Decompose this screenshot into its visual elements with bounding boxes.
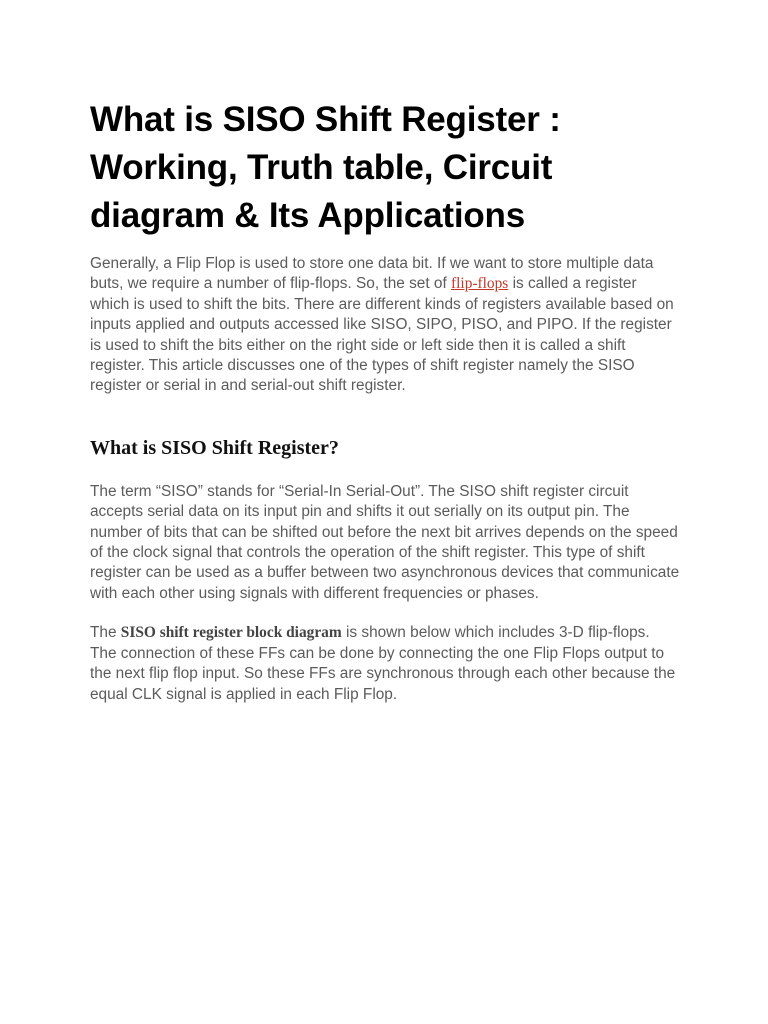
article: [90, 96, 680, 705]
block-diagram-paragraph: [90, 623, 680, 705]
intro-paragraph: [90, 254, 680, 397]
block-para-suffix: is shown below which includes 3-D flip-flops. The connection of these FFs can be done by connecting the one Flip Flops output to the next flip flop input. So these FFs are synchronous through each other because the equal CLK signal is applied in each Flip Flop.: [90, 624, 676, 703]
siso-definition-paragraph: The term “SISO” stands for “Serial-In Serial-Out”. The SISO shift register circuit accepts serial data on its input pin and shifts it out serially on its output pin. The number of bits that can be shifted out before the next bit arrives depends on the speed of the clock signal that controls the operation of the shift register. This type of shift register can be used as a buffer between two asynchronous devices that communicate with each other using signals with different frequencies or phases.: [90, 482, 680, 602]
block-diagram-term: SISO shift register block diagram: [120, 624, 342, 642]
section-heading: What is SISO Shift Register?: [90, 436, 339, 459]
intro-text-after-link: is called a register which is used to shift the bits. There are different kinds of registers available based on inputs applied and outputs accessed like SISO, SIPO, PISO, and PIPO. If the register is used to shift the bits either on the right side or left side then it is called a shift register. This article discusses one of the types of shift register namely the SISO register or serial in and serial-out shift register.: [90, 275, 674, 395]
flip-flops-link[interactable]: flip-flops: [451, 275, 509, 293]
intro-text-before-link: Generally, a Flip Flop is used to store one data bit. If we want to store multiple data buts, we require a number of flip-flops. So, the set of: [90, 255, 654, 293]
block-para-prefix: The: [90, 624, 121, 642]
page-title: What is SISO Shift Register : Working, Truth table, Circuit diagram & Its Applications: [90, 100, 561, 235]
